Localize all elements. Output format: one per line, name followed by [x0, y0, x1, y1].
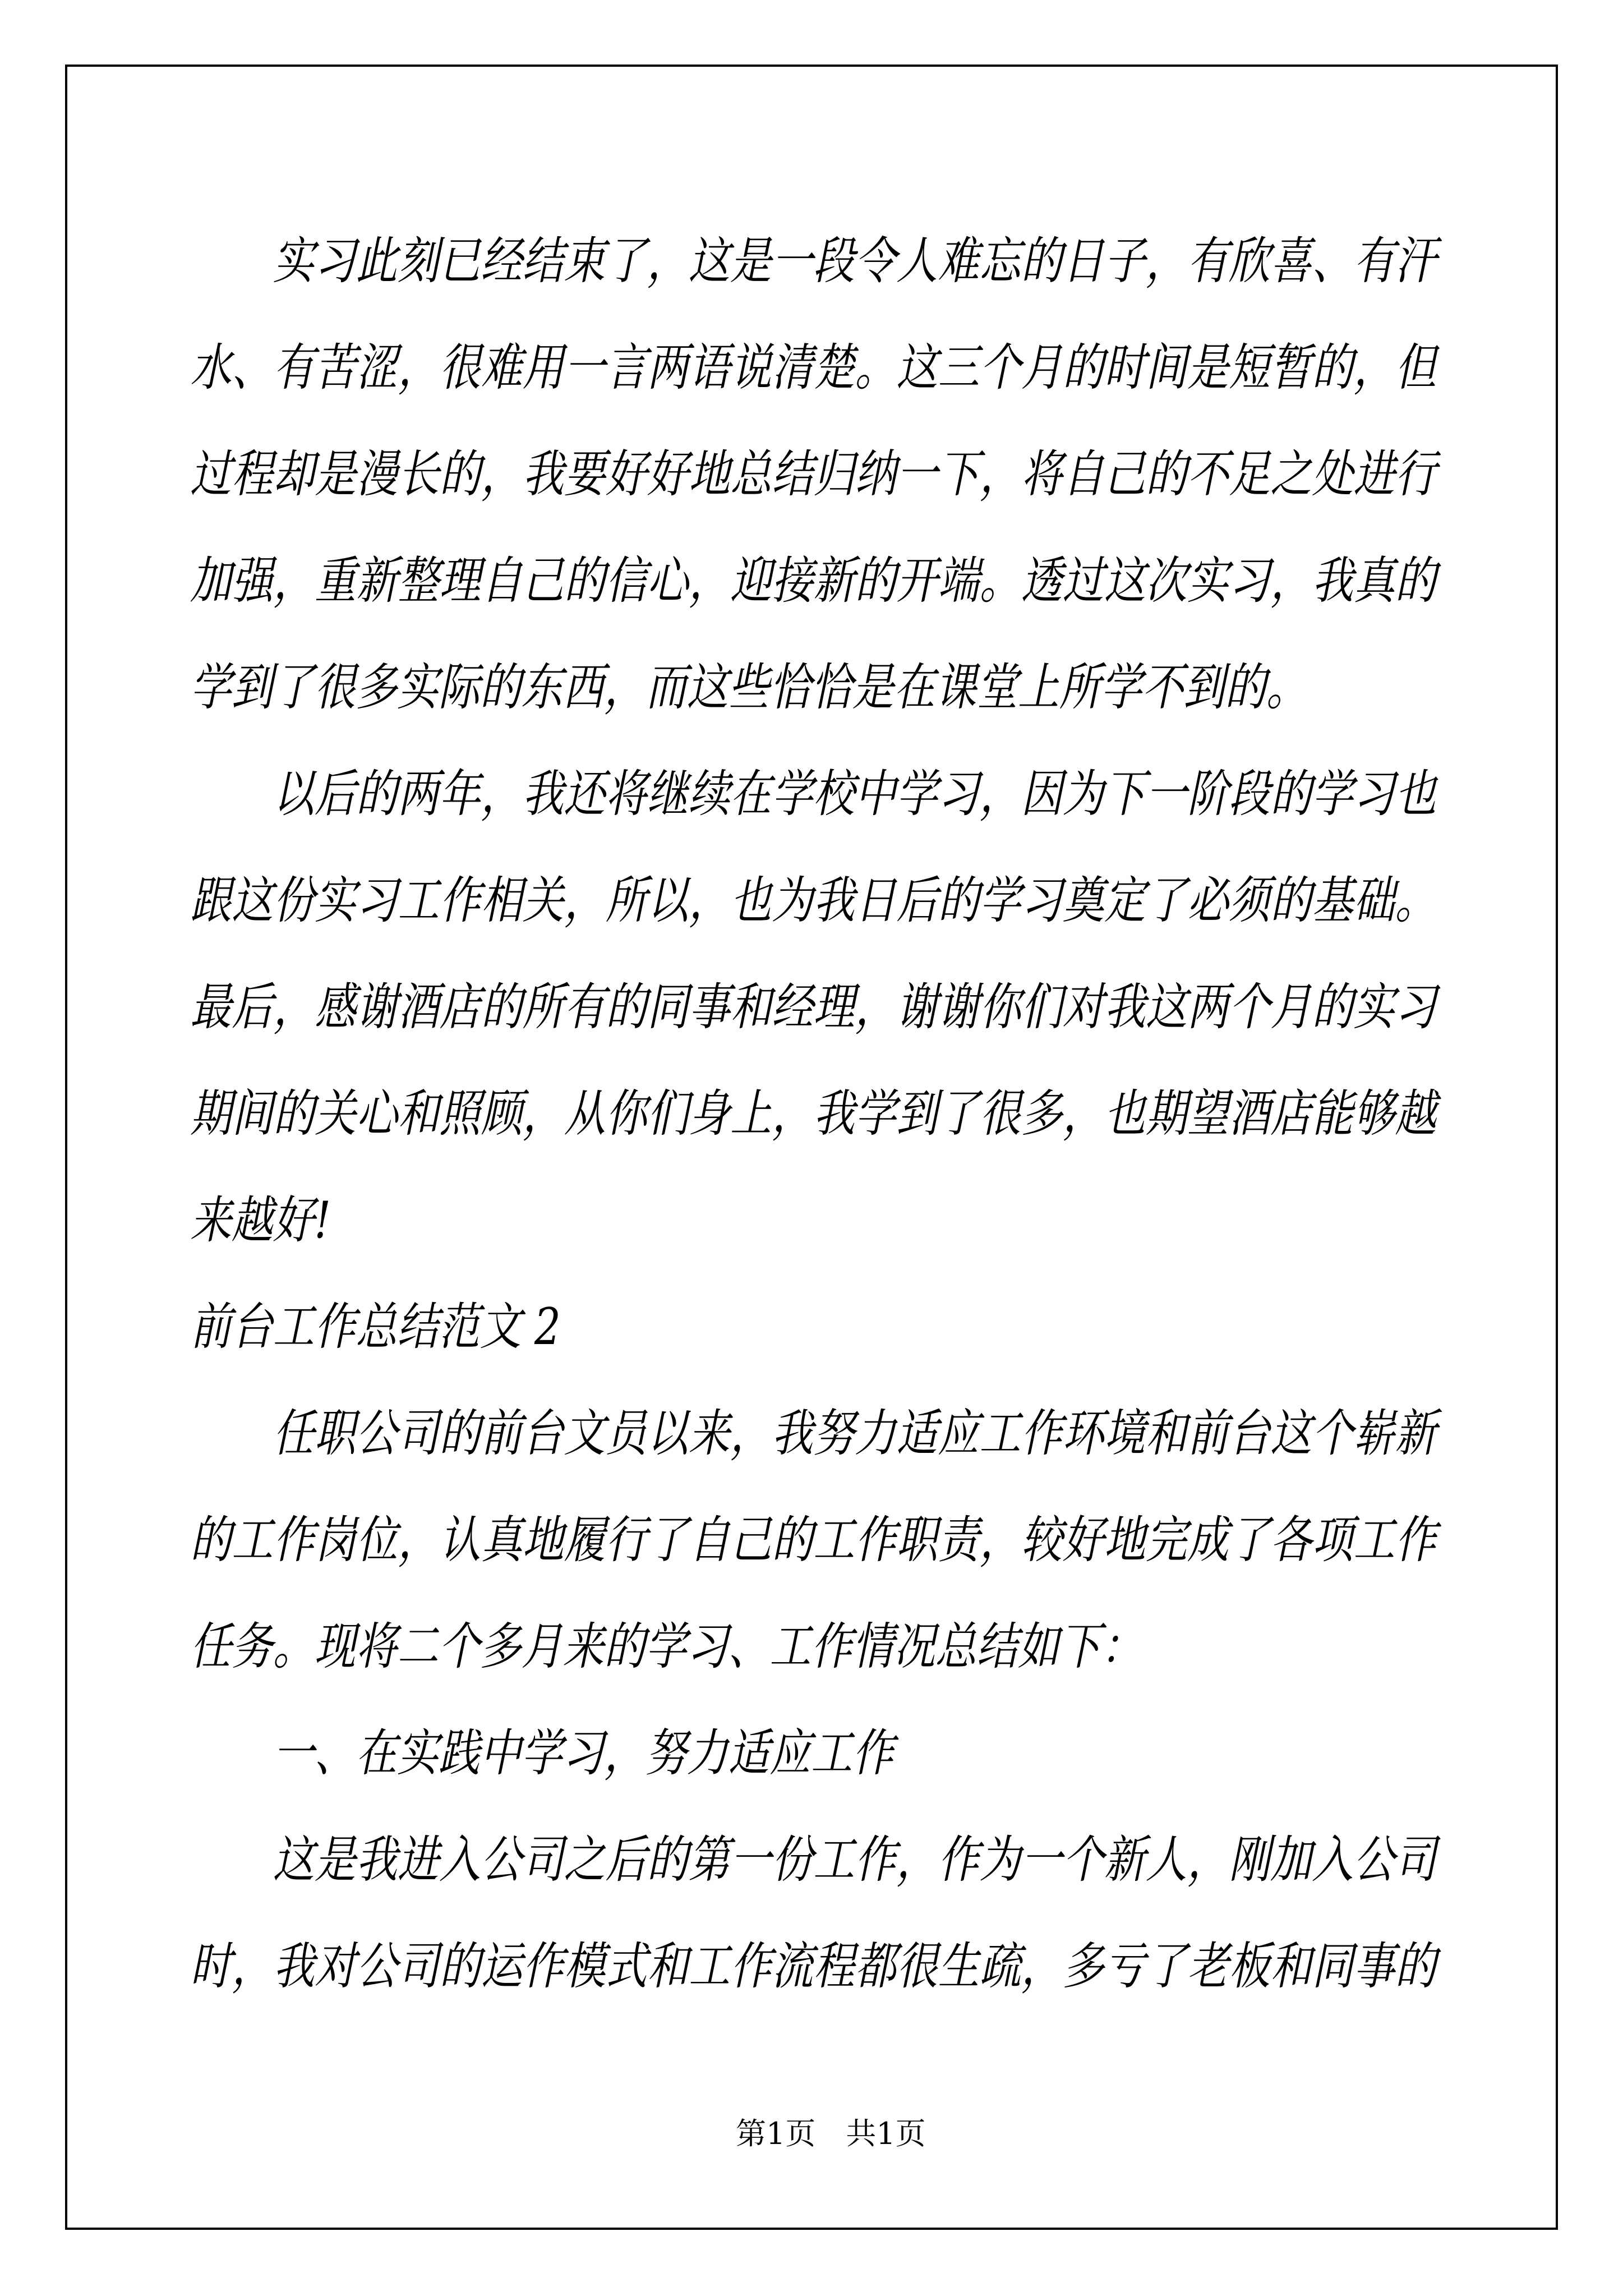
text-line: 跟这份实习工作相关，所以，也为我日后的学习奠定了必须的基础。 — [190, 871, 1437, 930]
page-footer — [67, 2075, 1556, 2193]
document-body — [190, 208, 1436, 2020]
paragraph — [190, 208, 1436, 741]
text-line: 实习此刻已经结束了，这是一段令人难忘的日子，有欣喜、有汗 — [273, 232, 1437, 291]
paragraph — [190, 1274, 1436, 1381]
text-line: 最后，感谢酒店的所有的同事和经理，谢谢你们对我这两个月的实习 — [190, 978, 1437, 1037]
text-line: 的工作岗位，认真地履行了自己的工作职责，较好地完成了各项工作 — [190, 1511, 1437, 1570]
text-line: 水、有苦涩，很难用一言两语说清楚。这三个月的时间是短暂的，但 — [190, 338, 1437, 397]
paragraph — [190, 1700, 1436, 1807]
text-line: 加强，重新整理自己的信心，迎接新的开端。透过这次实习，我真的 — [190, 551, 1437, 610]
paragraph — [190, 1807, 1436, 2020]
paragraph — [190, 741, 1436, 1274]
text-line: 来越好! — [190, 1191, 331, 1250]
text-line: 以后的两年，我还将继续在学校中学习，因为下一阶段的学习也 — [273, 765, 1437, 823]
text-line: 期间的关心和照顾，从你们身上，我学到了很多，也期望酒店能够越 — [190, 1084, 1437, 1143]
paragraph — [190, 1381, 1436, 1700]
page-border-frame — [65, 65, 1558, 2230]
page-number-text: 第1页 共1页 — [735, 2116, 926, 2151]
text-line: 这是我进入公司之后的第一份工作，作为一个新人，刚加入公司 — [273, 1830, 1437, 1889]
text-line: 一、在实践中学习，努力适应工作 — [273, 1724, 894, 1783]
text-line: 学到了很多实际的东西，而这些恰恰是在课堂上所学不到的。 — [190, 658, 1308, 717]
text-line: 前台工作总结范文 2 — [190, 1297, 561, 1356]
text-line: 任务。现将二个多月来的学习、工作情况总结如下： — [190, 1617, 1142, 1676]
text-line: 任职公司的前台文员以来，我努力适应工作环境和前台这个崭新 — [273, 1404, 1437, 1463]
text-line: 时，我对公司的运作模式和工作流程都很生疏，多亏了老板和同事的 — [190, 1937, 1437, 1996]
text-line: 过程却是漫长的，我要好好地总结归纳一下，将自己的不足之处进行 — [190, 445, 1437, 504]
